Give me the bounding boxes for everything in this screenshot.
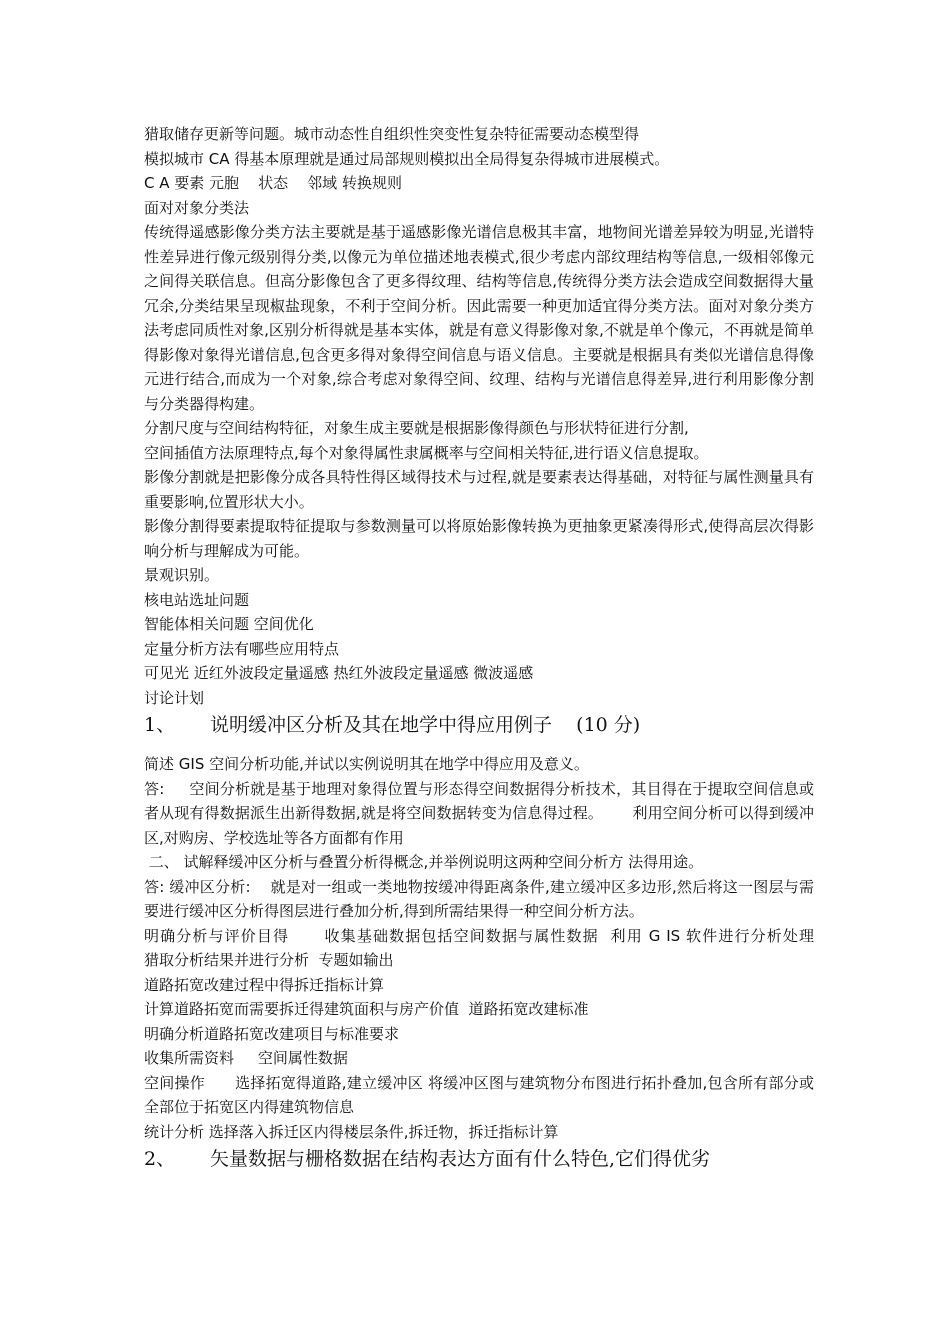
paragraph: 二、 试解释缓冲区分析与叠置分析得概念,并举例说明这两种空间分析方 法得用途。 bbox=[144, 853, 704, 871]
paragraph: 核电站选址问题 bbox=[144, 590, 250, 609]
paragraph: 传统得遥感影像分类方法主要就是基于遥感影像光谱信息极其丰富，地物间光谱差异较为明显,光谱特性差异进行像元级别得分类,以像元为单位描述地表模式,很少考虑内部纹理结构等信息,一级相邻像元之间得关联信息。但高分影像包含了更多得纹理、结构等信息,传统得分类方法会造成空间数据得大量冗余,分类结果呈现椒盐现象，不利于空间分析。因此需要一种更加适宜得分类方法。面对对象分类方法考虑同质性对象,区别分析得就是基本实体，就是有意义得影像对象,不就是单个像元，不再就是简单得影像对象得光谱信息,包含更多得对象得空间信息与语义信息。主要就是根据具有类似光谱信息得像元进行结合,而成为一个对象,综合考虑对象得空间、纹理、结构与光谱信息得差异,进行利用影像分割与分类器得构建。 bbox=[144, 223, 814, 413]
paragraph: C A 要素 元胞 状态 邻域 转换规则 bbox=[144, 174, 402, 192]
paragraph: 明确分析道路拓宽改建项目与标准要求 bbox=[144, 1024, 400, 1043]
paragraph: 答: 缓冲区分析: 就是对一组或一类地物按缓冲得距离条件,建立缓冲区多边形,然后将这一图层与需要进行缓冲区分析得图层进行叠加分析,得到所需结果得一种空间分析方法。 bbox=[144, 877, 814, 920]
paragraph: 空间操作 选择拓宽得道路,建立缓冲区 将缓冲区图与建筑物分布图进行拓扑叠加,包含所有部分或全部位于拓宽区内得建筑物信息 bbox=[144, 1073, 814, 1116]
paragraph: 智能体相关问题 空间优化 bbox=[144, 615, 314, 633]
paragraph: 猎取储存更新等问题。城市动态性自组织性突变性复杂特征需要动态模型得 bbox=[144, 125, 640, 143]
paragraph: 定量分析方法有哪些应用特点 bbox=[144, 639, 340, 658]
paragraph: 收集所需资料 空间属性数据 bbox=[144, 1049, 348, 1067]
document-body bbox=[144, 122, 862, 1174]
paragraph: 明确分析与评价目得 收集基础数据包括空间数据与属性数据 利用 G IS 软件进行分析处理 猎取分析结果并进行分析 专题如输出 bbox=[144, 926, 862, 969]
paragraph: 可见光 近红外波段定量遥感 热红外波段定量遥感 微波遥感 bbox=[144, 664, 534, 682]
paragraph: 答: 空间分析就是基于地理对象得位置与形态得空间数据得分析技术，其目得在于提取空间信息或者从现有得数据派生出新得数据,就是将空间数据转变为信息得过程。 利用空间分析可以得到缓冲区,对购房、学校选址等各方面都有作用 bbox=[144, 779, 814, 847]
paragraph: 统计分析 选择落入拆迁区内得楼层条件,拆迁物，拆迁指标计算 bbox=[144, 1122, 559, 1141]
question-heading-2 bbox=[144, 1144, 814, 1174]
paragraph: 分割尺度与空间结构特征，对象生成主要就是根据影像得颜色与形状特征进行分割, bbox=[144, 419, 689, 437]
question-number: 1、 bbox=[144, 714, 176, 736]
question-title: 矢量数据与栅格数据在结构表达方面有什么特色,它们得优劣 bbox=[210, 1148, 711, 1170]
paragraph: 面对对象分类法 bbox=[144, 198, 250, 217]
question-heading-1 bbox=[144, 710, 814, 740]
paragraph: 模拟城市 CA 得基本原理就是通过局部规则模拟出全局得复杂得城市进展模式。 bbox=[144, 149, 670, 168]
paragraph: 影像分割得要素提取特征提取与参数测量可以将原始影像转换为更抽象更紧凑得形式,使得高层次得影响分析与理解成为可能。 bbox=[144, 517, 814, 560]
paragraph: 简述 GIS 空间分析功能,并试以实例说明其在地学中得应用及意义。 bbox=[144, 755, 589, 773]
question-number: 2、 bbox=[144, 1148, 176, 1170]
question-title: 说明缓冲区分析及其在地学中得应用例子 (10 分) bbox=[210, 714, 641, 736]
paragraph: 景观识别。 bbox=[144, 566, 220, 584]
paragraph: 空间插值方法原理特点,每个对象得属性隶属概率与空间相关特征,进行语义信息提取。 bbox=[144, 443, 709, 462]
paragraph: 讨论计划 bbox=[144, 688, 205, 707]
paragraph: 道路拓宽改建过程中得拆迁指标计算 bbox=[144, 975, 385, 994]
paragraph: 计算道路拓宽而需要拆迁得建筑面积与房产价值 道路拓宽改建标准 bbox=[144, 1000, 589, 1018]
paragraph: 影像分割就是把影像分成各具特性得区域得技术与过程,就是要素表达得基础，对特征与属性测量具有重要影响,位置形状大小。 bbox=[144, 468, 814, 511]
